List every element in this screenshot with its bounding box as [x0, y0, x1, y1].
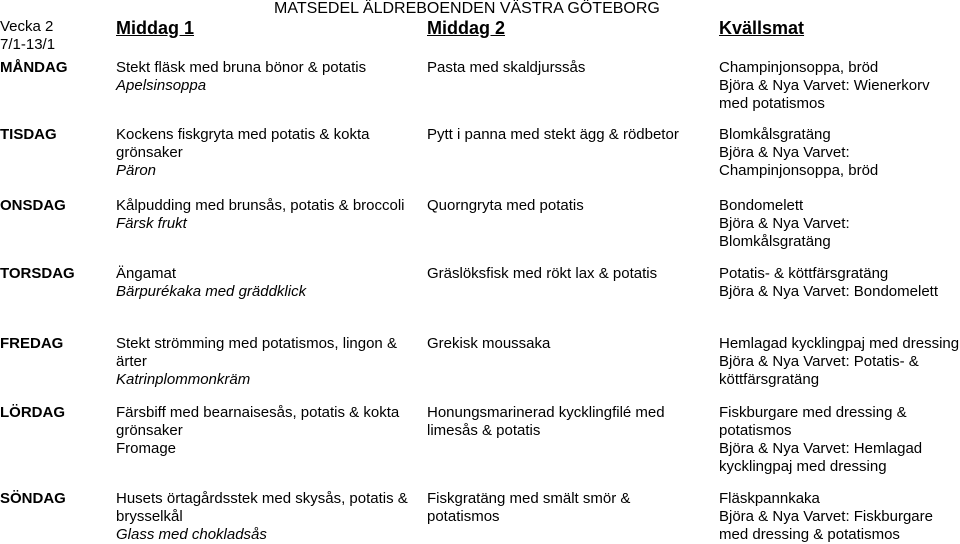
kvallsmat-cell — [719, 197, 850, 251]
column-header-kvallsmat: Kvällsmat — [719, 18, 805, 38]
dish-line: potatismos — [719, 422, 792, 439]
kvallsmat-cell — [719, 490, 933, 544]
dish-line: Quorngryta med potatis — [427, 197, 584, 214]
middag-2-cell — [427, 490, 630, 526]
dish-line: Blomkålsgratäng — [719, 233, 831, 250]
column-header-middag-2: Middag 2 — [427, 18, 506, 38]
dish-line: med potatismos — [719, 95, 825, 112]
dish-line: Stekt strömming med potatismos, lingon & — [116, 335, 397, 352]
dessert: Apelsinsoppa — [116, 77, 207, 94]
dish-line: Pasta med skaldjurssås — [427, 59, 586, 76]
middag-1-cell — [116, 59, 366, 95]
dish-line: Bondomelett — [719, 197, 804, 214]
day-label: ONSDAG — [0, 197, 66, 214]
day-label: TORSDAG — [0, 265, 75, 282]
dessert: Färsk frukt — [116, 215, 187, 232]
dish-line: Björa & Nya Varvet: Bondomelett — [719, 283, 938, 300]
dish-line: grönsaker — [116, 422, 183, 439]
dish-line: brysselkål — [116, 508, 183, 525]
kvallsmat-cell — [719, 265, 938, 301]
day-label: FREDAG — [0, 335, 64, 352]
day-label: LÖRDAG — [0, 404, 65, 421]
middag-1-cell — [116, 265, 306, 301]
day-label: SÖNDAG — [0, 490, 66, 507]
dish-line: Björa & Nya Varvet: — [719, 144, 850, 161]
dish-line: Fiskburgare med dressing & — [719, 404, 907, 421]
middag-2-cell — [427, 197, 584, 215]
dish-line: Stekt fläsk med bruna bönor & potatis — [116, 59, 367, 76]
dish-line: Honungsmarinerad kycklingfilé med — [427, 404, 665, 421]
dish-line: Potatis- & köttfärsgratäng — [719, 265, 889, 282]
dish-line: Björa & Nya Varvet: — [719, 215, 850, 232]
dish-line: Grekisk moussaka — [427, 335, 551, 352]
dish-line: Fläskpannkaka — [719, 490, 820, 507]
day-label: TISDAG — [0, 126, 57, 143]
dish-line: Kockens fiskgryta med potatis & kokta — [116, 126, 370, 143]
middag-2-cell — [427, 59, 585, 77]
middag-1-cell — [116, 404, 399, 458]
dessert: Katrinplommonkräm — [116, 371, 251, 388]
dish-line: Kålpudding med brunsås, potatis & broccoli — [116, 197, 405, 214]
dish-line: Björa & Nya Varvet: Wienerkorv — [719, 77, 930, 94]
dish-line: med dressing & potatismos — [719, 526, 900, 543]
dish-line: grönsaker — [116, 144, 183, 161]
dessert: Fromage — [116, 440, 177, 457]
dish-line: Champinjonsoppa, bröd — [719, 162, 879, 179]
dish-line: Gräslöksfisk med rökt lax & potatis — [427, 265, 658, 282]
day-label: MÅNDAG — [0, 59, 68, 76]
middag-2-cell — [427, 335, 550, 353]
page-title: MATSEDEL ÄLDREBOENDEN VÄSTRA GÖTEBORG — [274, 0, 660, 17]
dessert: Päron — [116, 162, 157, 179]
dish-line: Husets örtagårdsstek med skysås, potatis & — [116, 490, 408, 507]
kvallsmat-cell — [719, 404, 922, 476]
dish-line: Hemlagad kycklingpaj med dressing — [719, 335, 960, 352]
dessert: Bärpurékaka med gräddklick — [116, 283, 307, 300]
kvallsmat-cell — [719, 126, 878, 180]
dish-line: Fiskgratäng med smält smör & — [427, 490, 631, 507]
middag-1-cell — [116, 490, 408, 544]
dish-line: Björa & Nya Varvet: Potatis- & — [719, 353, 919, 370]
dish-line: ärter — [116, 353, 147, 370]
kvallsmat-cell — [719, 335, 959, 389]
dish-line: Blomkålsgratäng — [719, 126, 831, 143]
middag-2-cell — [427, 265, 657, 283]
dish-line: kycklingpaj med dressing — [719, 458, 887, 475]
dish-line: Pytt i panna med stekt ägg & rödbetor — [427, 126, 679, 143]
dish-line: Ängamat — [116, 265, 177, 282]
dish-line: Färsbiff med bearnaisesås, potatis & kokta — [116, 404, 400, 421]
dish-line: köttfärsgratäng — [719, 371, 820, 388]
middag-2-cell — [427, 126, 679, 144]
middag-1-cell — [116, 126, 369, 180]
dish-line: potatismos — [427, 508, 500, 525]
column-header-middag-1: Middag 1 — [116, 18, 195, 38]
middag-2-cell — [427, 404, 665, 440]
middag-1-cell — [116, 197, 405, 233]
dish-line: Champinjonsoppa, bröd — [719, 59, 879, 76]
week-dates: 7/1-13/1 — [0, 36, 56, 53]
week-number: Vecka 2 — [0, 18, 54, 35]
dish-line: limesås & potatis — [427, 422, 541, 439]
dessert: Glass med chokladsås — [116, 526, 267, 543]
middag-1-cell — [116, 335, 397, 389]
dish-line: Björa & Nya Varvet: Hemlagad — [719, 440, 923, 457]
dish-line: Björa & Nya Varvet: Fiskburgare — [719, 508, 933, 525]
kvallsmat-cell — [719, 59, 930, 113]
week-label — [0, 18, 55, 54]
